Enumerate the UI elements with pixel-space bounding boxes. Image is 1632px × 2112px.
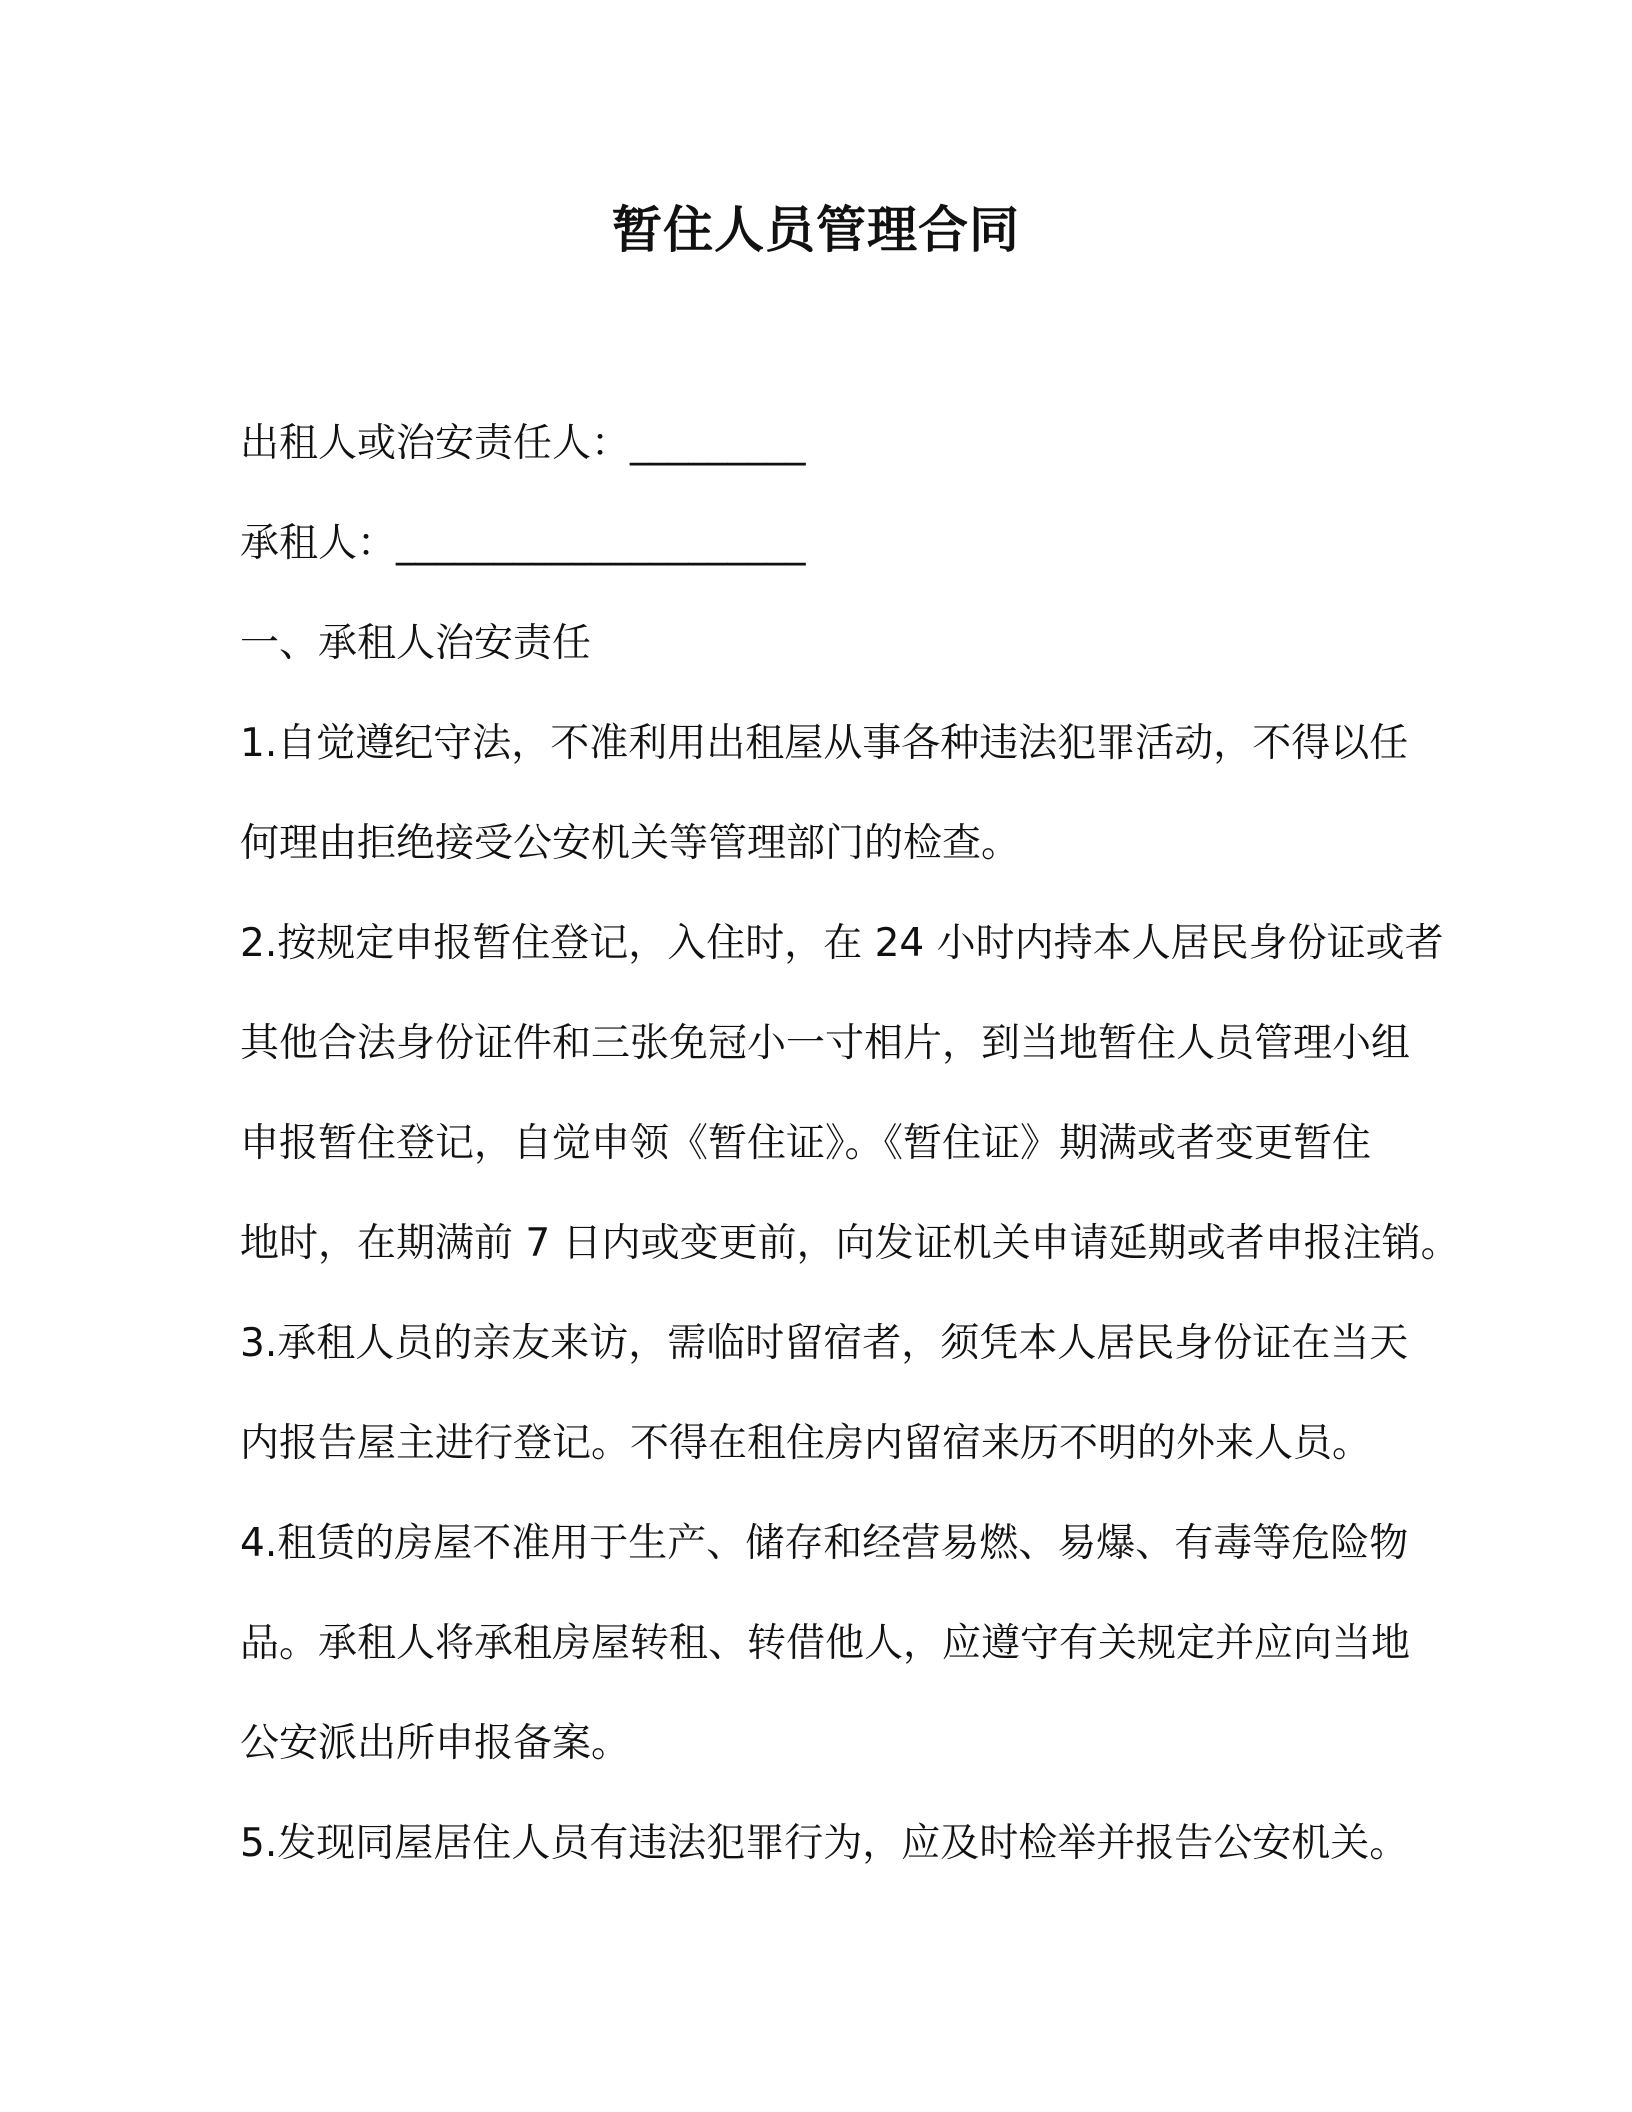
- clause-line: 3.承租人员的亲友来访，需临时留宿者，须凭本人居民身份证在当天: [240, 1321, 1409, 1366]
- clause-line: 品。承租人将承租房屋转租、转借他人，应遵守有关规定并应向当地: [240, 1621, 1411, 1666]
- clause-line: 5.发现同屋居住人员有违法犯罪行为，应及时检举并报告公安机关。: [240, 1821, 1409, 1866]
- party-lessor-line: 出租人或治安责任人：_________: [240, 421, 806, 466]
- section-heading: 一、承租人治安责任: [240, 621, 592, 666]
- party-lessee-line: 承租人：_____________________: [240, 521, 806, 566]
- clause-line: 2.按规定申报暂住登记，入住时，在 24 小时内持本人居民身份证或者: [240, 921, 1444, 966]
- clause-line: 申报暂住登记，自觉申领《暂住证》。《暂住证》期满或者变更暂住: [240, 1121, 1372, 1166]
- clause-line: 其他合法身份证件和三张免冠小一寸相片，到当地暂住人员管理小组: [240, 1021, 1411, 1066]
- clause-line: 公安派出所申报备案。: [240, 1721, 631, 1766]
- clause-line: 内报告屋主进行登记。不得在租住房内留宿来历不明的外来人员。: [240, 1421, 1372, 1466]
- clause-line: 何理由拒绝接受公安机关等管理部门的检查。: [240, 821, 1021, 866]
- clause-line: 地时，在期满前 7 日内或变更前，向发证机关申请延期或者申报注销。: [240, 1221, 1460, 1266]
- clause-line: 4.租赁的房屋不准用于生产、储存和经营易燃、易爆、有毒等危险物: [240, 1521, 1409, 1566]
- clause-line: 1.自觉遵纪守法，不准利用出租屋从事各种违法犯罪活动，不得以任: [240, 721, 1409, 766]
- document-title: 暂住人员管理合同: [612, 201, 1020, 259]
